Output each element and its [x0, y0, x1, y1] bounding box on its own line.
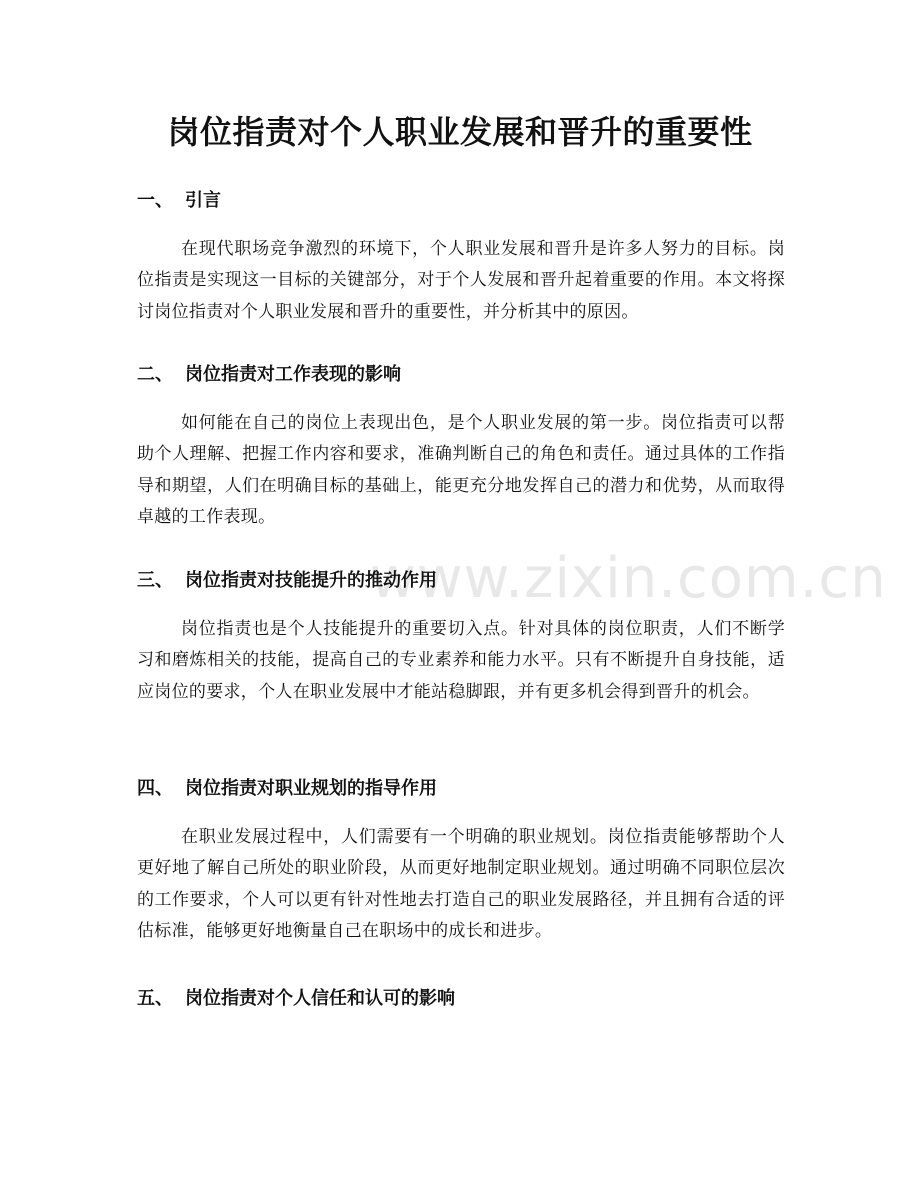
section-heading-4: [137, 776, 797, 802]
section-title: 岗位指责对技能提升的推动作用: [185, 570, 437, 591]
section-heading-3: [137, 568, 797, 594]
section-title: 引言: [185, 190, 221, 211]
section-title: 岗位指责对个人信任和认可的影响: [185, 988, 455, 1009]
section-number: 五、: [137, 988, 173, 1009]
section-title: 岗位指责对职业规划的指导作用: [185, 778, 437, 799]
watermark: www.zixin.com.cn: [370, 546, 887, 611]
section-paragraph-2: 如何能在自己的岗位上表现出色，是个人职业发展的第一步。岗位指责可以帮助个人理解、把握工作内容和要求，准确判断自己的角色和责任。通过具体的工作指导和期望，人们在明确目标的基础上，能更充分地发挥自己的潜力和优势，从而取得卓越的工作表现。: [137, 413, 785, 528]
section-number: 三、: [137, 570, 173, 591]
section-number: 四、: [137, 778, 173, 799]
section-number: 二、: [137, 364, 173, 385]
section-paragraph-3: 岗位指责也是个人技能提升的重要切入点。针对具体的岗位职责，人们不断学习和磨炼相关的技能，提高自己的专业素养和能力水平。只有不断提升自身技能，适应岗位的要求，个人在职业发展中才能站稳脚跟，并有更多机会得到晋升的机会。: [137, 619, 785, 702]
section-title: 岗位指责对工作表现的影响: [185, 364, 401, 385]
section-number: 一、: [137, 190, 173, 211]
section-heading-1: [137, 188, 797, 214]
section-heading-2: [137, 362, 797, 388]
section-paragraph-1: 在现代职场竞争激烈的环境下，个人职业发展和晋升是许多人努力的目标。岗位指责是实现这一目标的关键部分，对于个人发展和晋升起着重要的作用。本文将探讨岗位指责对个人职业发展和晋升的重要性，并分析其中的原因。: [137, 239, 785, 322]
document-title: 岗位指责对个人职业发展和晋升的重要性: [167, 113, 753, 151]
section-heading-5: [137, 986, 797, 1012]
section-paragraph-4: 在职业发展过程中，人们需要有一个明确的职业规划。岗位指责能够帮助个人更好地了解自己所处的职业阶段，从而更好地制定职业规划。通过明确不同职位层次的工作要求，个人可以更有针对性地去打造自己的职业发展路径，并且拥有合适的评估标准，能够更好地衡量自己在职场中的成长和进步。: [137, 827, 785, 942]
